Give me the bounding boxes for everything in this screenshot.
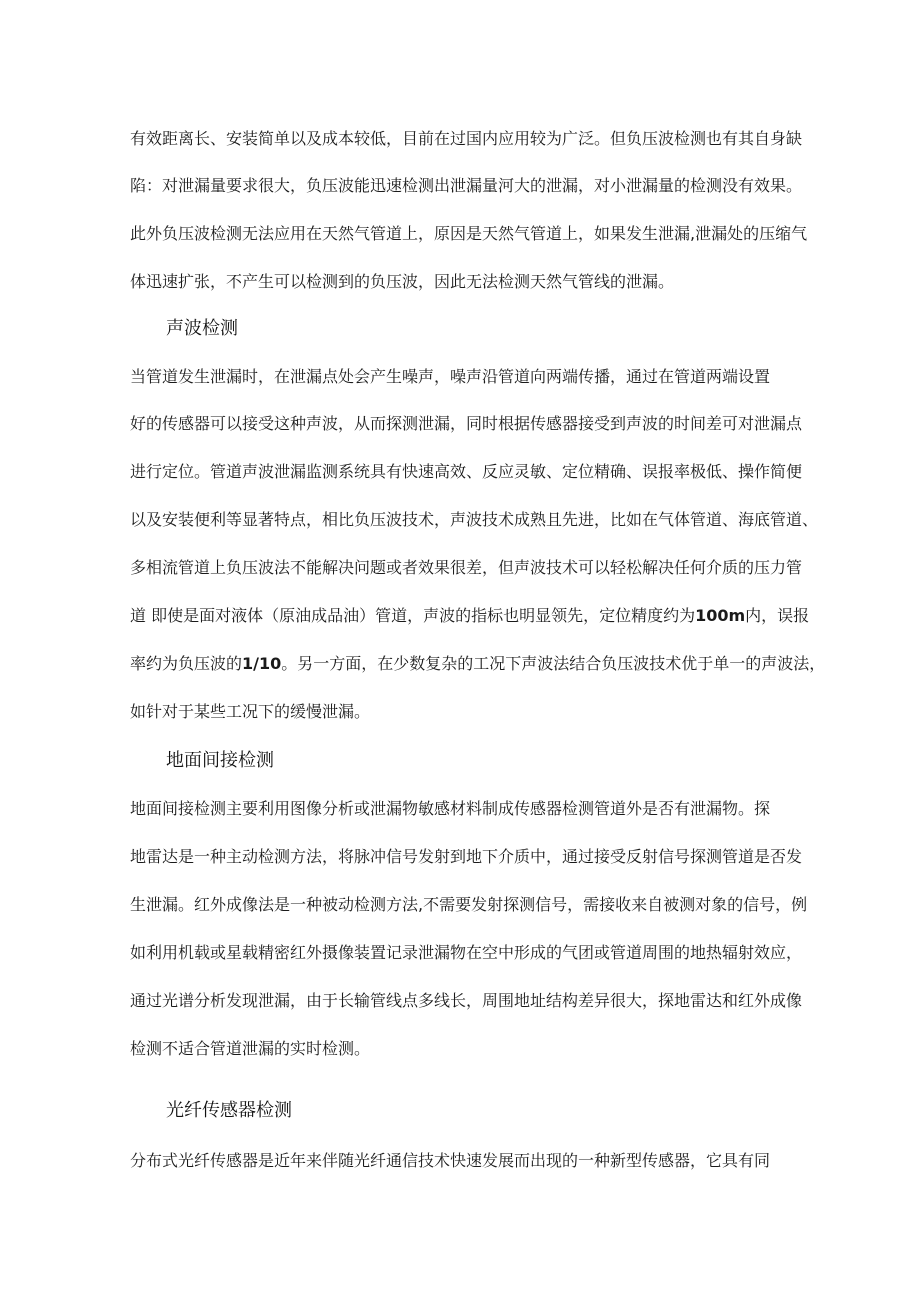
bold-value: 100m (695, 606, 746, 625)
paragraph-line (130, 606, 809, 626)
paragraph-line: 好的传感器可以接受这种声波，从而探测泄漏，同时根据传感器接受到声波的时间差可对泄漏点 (130, 414, 803, 433)
bold-value: 1/10 (242, 654, 282, 673)
text-run: 率约为负压波的 (130, 654, 243, 673)
paragraph-line: 多相流管道上负压波法不能解决问题或者效果很差，但声波技术可以轻松解决任何介质的压力管 (130, 558, 803, 577)
paragraph-line: 以及安装便利等显著特点，相比负压波技术，声波技术成熟且先进，比如在气体管道、海底管道、 (130, 510, 819, 529)
section-heading: 地面间接检测 (166, 750, 274, 771)
paragraph-line: 体迅速扩张，不产生可以检测到的负压波，因此无法检测天然气管线的泄漏。 (130, 272, 675, 291)
section-heading: 声波检测 (166, 318, 238, 339)
text-run: 道 即使是面对液体（原油成品油）管道，声波的指标也明显领先，定位精度约为 (130, 606, 696, 625)
paragraph-line: 当管道发生泄漏时，在泄漏点处会产生噪声，噪声沿管道向两端传播，通过在管道两端设置 (130, 367, 771, 386)
paragraph-line: 生泄漏。红外成像法是一种被动检测方法,不需要发射探测信号，需接收来自被测对象的信号，例 (130, 895, 808, 914)
paragraph-line: 有效距离长、安装简单以及成本较低，目前在过国内应用较为广泛。但负压波检测也有其自身缺 (130, 129, 803, 148)
paragraph-line: 检测不适合管道泄漏的实时检测。 (130, 1039, 371, 1058)
paragraph-line: 分布式光纤传感器是近年来伴随光纤通信技术快速发展而出现的一种新型传感器，它具有同 (130, 1151, 771, 1170)
paragraph-line: 进行定位。管道声波泄漏监测系统具有快速高效、反应灵敏、定位精确、误报率极低、操作简便 (130, 462, 803, 481)
paragraph-line (130, 654, 825, 674)
text-run: 内，误报 (745, 606, 810, 625)
text-run: 。另一方面，在少数复杂的工况下声波法结合负压波技术优于单一的声波法， (281, 654, 826, 673)
paragraph-line: 通过光谱分析发现泄漏，由于长输管线点多线长，周围地址结构差异很大，探地雷达和红外成像 (130, 991, 803, 1010)
paragraph-line: 陷：对泄漏量要求很大，负压波能迅速检测出泄漏量河大的泄漏，对小泄漏量的检测没有效果。 (130, 176, 803, 195)
paragraph-line: 如利用机载或星载精密红外摄像装置记录泄漏物在空中形成的气团或管道周围的地热辐射效应， (130, 943, 803, 962)
section-heading: 光纤传感器检测 (166, 1100, 292, 1121)
paragraph-line: 地雷达是一种主动检测方法，将脉冲信号发射到地下介质中，通过接受反射信号探测管道是否发 (130, 847, 803, 866)
paragraph-line: 地面间接检测主要利用图像分析或泄漏物敏感材料制成传感器检测管道外是否有泄漏物。探 (130, 799, 771, 818)
paragraph-line: 如针对于某些工况下的缓慢泄漏。 (130, 702, 371, 721)
paragraph-line: 此外负压波检测无法应用在天然气管道上，原因是天然气管道上，如果发生泄漏,泄漏处的压缩气 (130, 224, 808, 243)
